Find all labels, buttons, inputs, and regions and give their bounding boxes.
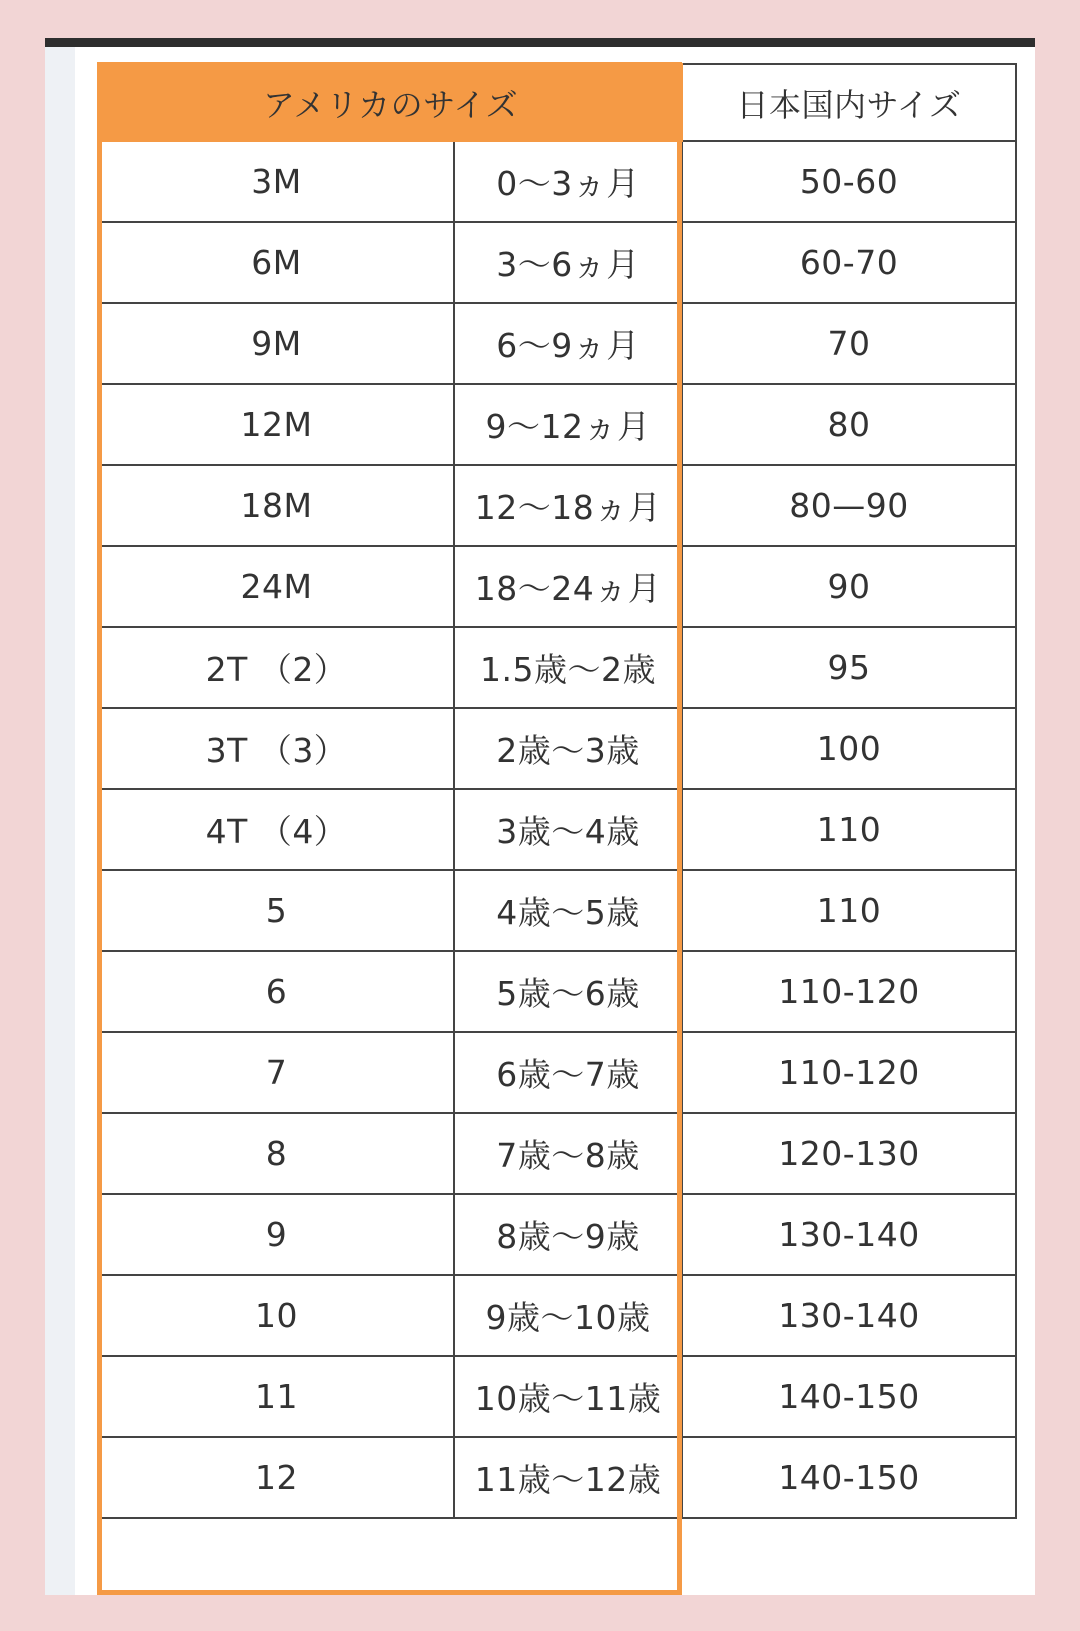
us-size-cell: 8 <box>99 1113 454 1194</box>
age-range-cell: 9歳〜10歳 <box>454 1275 682 1356</box>
us-size-cell: 12 <box>99 1437 454 1518</box>
jp-size-cell: 140-150 <box>682 1356 1016 1437</box>
table-row <box>99 384 1016 465</box>
age-range-cell: 4歳〜5歳 <box>454 870 682 951</box>
table-row <box>99 1437 1016 1518</box>
jp-size-cell: 130-140 <box>682 1194 1016 1275</box>
jp-size-cell: 140-150 <box>682 1437 1016 1518</box>
us-size-cell: 5 <box>99 870 454 951</box>
jp-size-cell: 90 <box>682 546 1016 627</box>
table-row <box>99 1194 1016 1275</box>
jp-size-cell: 130-140 <box>682 1275 1016 1356</box>
age-range-cell: 18〜24ヵ月 <box>454 546 682 627</box>
table-row <box>99 465 1016 546</box>
us-size-cell: 18M <box>99 465 454 546</box>
left-gutter <box>45 47 75 1595</box>
age-range-cell: 6歳〜7歳 <box>454 1032 682 1113</box>
jp-size-cell: 80 <box>682 384 1016 465</box>
jp-size-cell: 80—90 <box>682 465 1016 546</box>
age-range-cell: 3歳〜4歳 <box>454 789 682 870</box>
table-row <box>99 1275 1016 1356</box>
table-row <box>99 1356 1016 1437</box>
age-range-cell: 11歳〜12歳 <box>454 1437 682 1518</box>
age-range-cell: 5歳〜6歳 <box>454 951 682 1032</box>
age-range-cell: 9〜12ヵ月 <box>454 384 682 465</box>
age-range-cell: 3〜6ヵ月 <box>454 222 682 303</box>
jp-size-cell: 120-130 <box>682 1113 1016 1194</box>
table-row <box>99 870 1016 951</box>
table-row <box>99 789 1016 870</box>
us-size-cell: 9 <box>99 1194 454 1275</box>
top-bar <box>45 38 1035 47</box>
us-size-header: アメリカのサイズ <box>99 64 682 141</box>
age-range-cell: 10歳〜11歳 <box>454 1356 682 1437</box>
age-range-cell: 12〜18ヵ月 <box>454 465 682 546</box>
age-range-cell: 8歳〜9歳 <box>454 1194 682 1275</box>
table-row <box>99 303 1016 384</box>
us-size-cell: 2T （2） <box>99 627 454 708</box>
us-size-cell: 6 <box>99 951 454 1032</box>
jp-size-cell: 100 <box>682 708 1016 789</box>
us-size-cell: 3M <box>99 141 454 222</box>
us-size-cell: 9M <box>99 303 454 384</box>
us-size-cell: 12M <box>99 384 454 465</box>
age-range-cell: 2歳〜3歳 <box>454 708 682 789</box>
jp-size-cell: 70 <box>682 303 1016 384</box>
table-body <box>99 141 1016 1518</box>
jp-size-cell: 110-120 <box>682 951 1016 1032</box>
jp-size-cell: 60-70 <box>682 222 1016 303</box>
jp-size-cell: 50-60 <box>682 141 1016 222</box>
table-row <box>99 951 1016 1032</box>
us-size-cell: 24M <box>99 546 454 627</box>
size-conversion-table <box>98 63 1017 1519</box>
jp-size-cell: 110 <box>682 789 1016 870</box>
table-row <box>99 1032 1016 1113</box>
age-range-cell: 1.5歳〜2歳 <box>454 627 682 708</box>
table-row <box>99 546 1016 627</box>
us-size-cell: 7 <box>99 1032 454 1113</box>
age-range-cell: 7歳〜8歳 <box>454 1113 682 1194</box>
table-row <box>99 627 1016 708</box>
jp-size-cell: 110-120 <box>682 1032 1016 1113</box>
table-row <box>99 222 1016 303</box>
us-size-cell: 6M <box>99 222 454 303</box>
table-row <box>99 708 1016 789</box>
age-range-cell: 0〜3ヵ月 <box>454 141 682 222</box>
age-range-cell: 6〜9ヵ月 <box>454 303 682 384</box>
us-size-cell: 4T （4） <box>99 789 454 870</box>
table-row <box>99 1113 1016 1194</box>
table-header-row <box>99 64 1016 141</box>
us-size-cell: 10 <box>99 1275 454 1356</box>
table-row <box>99 141 1016 222</box>
jp-size-header: 日本国内サイズ <box>682 64 1016 141</box>
us-size-cell: 3T （3） <box>99 708 454 789</box>
us-size-cell: 11 <box>99 1356 454 1437</box>
jp-size-cell: 95 <box>682 627 1016 708</box>
jp-size-cell: 110 <box>682 870 1016 951</box>
